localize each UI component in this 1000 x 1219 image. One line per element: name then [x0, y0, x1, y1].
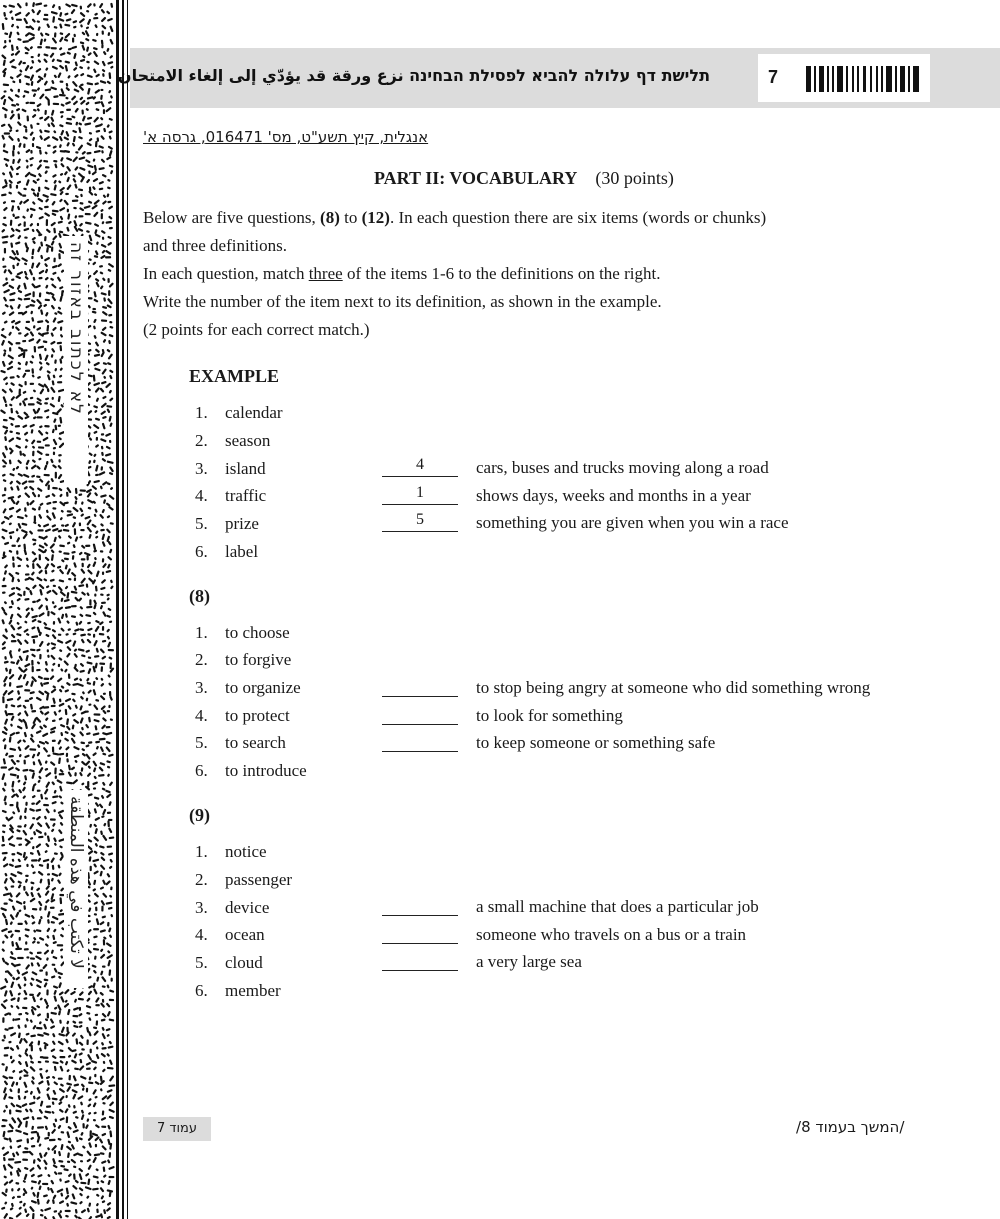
question-number: (9): [189, 805, 210, 825]
speckle-pattern: [0, 0, 130, 1219]
instruction-line: and three definitions.: [143, 236, 287, 255]
definition-text: shows days, weeks and months in a year: [476, 486, 751, 505]
definition-text: someone who travels on a bus or a train: [476, 925, 747, 944]
do-not-write-label-hebrew: לא לכתוב באזור זה: [64, 236, 88, 484]
list-item: 5. to search: [195, 733, 286, 752]
list-item: 2. to forgive: [195, 650, 292, 669]
list-item: 1. notice: [195, 842, 267, 861]
list-item: 5. prize: [195, 514, 259, 533]
continued-note: /המשך בעמוד 8/: [796, 1118, 905, 1136]
instructions: [143, 204, 963, 344]
list-item: 2. season: [195, 431, 271, 450]
part-heading: PART II: VOCABULARY: [374, 168, 578, 188]
definition-text: a very large sea: [476, 952, 582, 971]
header-bar: [117, 48, 1000, 108]
definition-text: to keep someone or something safe: [476, 733, 716, 752]
list-item: 3. device: [195, 898, 270, 917]
answer-blank: 4: [382, 456, 458, 477]
list-item: 5. cloud: [195, 953, 263, 972]
do-not-write-label-arabic: لا تكتب في هذه المنطقة: [64, 790, 88, 988]
list-item: 3. island: [195, 459, 266, 478]
barcode-icon: [806, 66, 922, 92]
list-item: 4. to protect: [195, 706, 290, 725]
list-item: 1. calendar: [195, 403, 283, 422]
answer-blank: 5: [382, 511, 458, 532]
definition-text: cars, buses and trucks moving along a road: [476, 458, 769, 477]
answer-blank[interactable]: [382, 731, 458, 752]
instruction-line: Write the number of the item next to its definition, as shown in the example.: [143, 292, 662, 311]
part-title: [374, 168, 674, 189]
part-points: (30 points): [595, 168, 674, 188]
instruction-line: Below are five questions, (8) to (12). In each question there are six items (words or chunks): [143, 208, 767, 227]
answer-blank[interactable]: [382, 676, 458, 697]
list-item: 6. label: [195, 542, 259, 561]
definition-text: something you are given when you win a race: [476, 513, 789, 532]
header-warning-text: תלישת דף עלולה להביא לפסילת הבחינה نزع ورقة قد يؤدّي إلى إلغاء الامتحان: [117, 66, 710, 85]
footer-page-label: עמוד 7: [143, 1117, 211, 1141]
list-item: 6. to introduce: [195, 761, 307, 780]
page-barcode-box: [758, 54, 930, 102]
answer-blank[interactable]: [382, 950, 458, 971]
list-item: 2. passenger: [195, 870, 293, 889]
list-item: 1. to choose: [195, 623, 290, 642]
answer-blank[interactable]: [382, 923, 458, 944]
section-title: EXAMPLE: [189, 366, 279, 386]
list-item: 3. to organize: [195, 678, 301, 697]
instruction-line: (2 points for each correct match.): [143, 320, 370, 339]
answer-blank: 1: [382, 484, 458, 505]
question-number: (8): [189, 586, 210, 606]
page-number: 7: [768, 67, 779, 87]
list-item: 4. ocean: [195, 925, 265, 944]
definition-text: to stop being angry at someone who did something wrong: [476, 678, 871, 697]
definition-text: a small machine that does a particular job: [476, 897, 759, 916]
list-item: 6. member: [195, 981, 281, 1000]
list-item: 4. traffic: [195, 486, 267, 505]
answer-blank[interactable]: [382, 704, 458, 725]
margin-no-write-strip: [0, 0, 130, 1219]
instruction-line: In each question, match three of the items 1-6 to the definitions on the right.: [143, 264, 661, 283]
answer-blank[interactable]: [382, 895, 458, 916]
exam-identifier: אנגלית, קיץ תשע"ט, מס' 016471, גרסה א': [143, 128, 429, 146]
definition-text: to look for something: [476, 706, 623, 725]
